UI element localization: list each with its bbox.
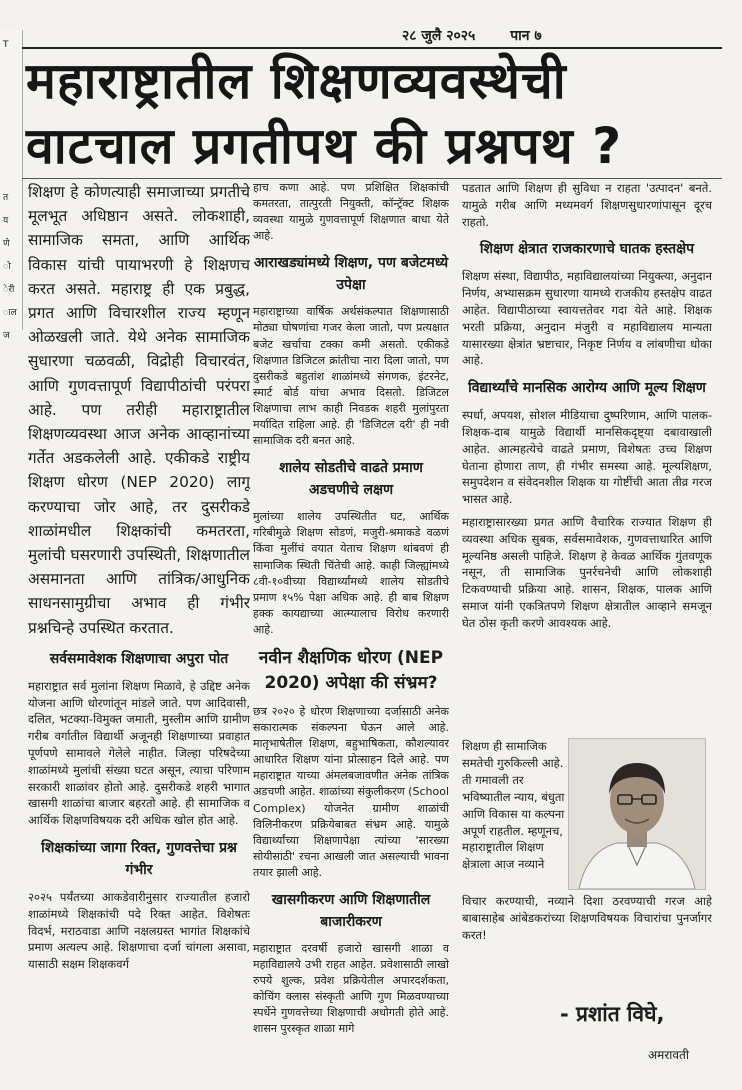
body-paragraph: २०२५ पर्यंतच्या आकडेवारीनुसार राज्यातील हजारो शाळांमध्ये शिक्षकांची पदे रिक्त आहेत. विशेषतः विदर्भ, मराठवाडा आणि नक्षलग्रस्त भागांत शिक्षकांचे प्रमाण अत्यल्प आहे. शिक्षणाचा दर्जा चांगला असावा, यासाठी सक्षम शिक्षकवर्ग xyxy=(28,890,250,972)
subheading: सर्वसमावेशक शिक्षणाचा अपुरा पोत xyxy=(49,650,229,667)
intro-paragraph: शिक्षण हे कोणत्याही समाजाच्या प्रगतीचे मूलभूत अधिष्ठान असते. लोकशाही, सामाजिक समता, आणि आर्थिक विकास यांची पायाभरणी हे शिक्षणच करत असते. महाराष्ट्र ही एक प्रबुद्ध, प्रगत आणि विचारशील राज्य म्हणून ओळखली जाते. येथे अनेक सामाजिक सुधारणा चळवळी, विद्रोही विचारवंत, आणि गुणवत्तापूर्ण विद्यापीठांची परंपरा आहे. पण तरीही महाराष्ट्रातील शिक्षणव्यवस्था आज अनेक आव्हानांच्या गर्तेत अडकलेली आहे. एकीकडे राष्ट्रीय शिक्षण धोरण (NEP 2020) लागू करण्याचा जोर आहे, तर दुसरीकडे शाळांमधील शिक्षकांची कमतरता, मुलांची घसरणारी उपस्थिती, शिक्षणातील असमानता आणि तांत्रिक/आधुनिक साधनसामुग्रीचा अभाव ही गंभीर प्रश्नचिन्हे उपस्थित करतात. xyxy=(28,183,250,637)
subheading: विद्यार्थ्यांचे मानसिक आरोग्य आणि मूल्य शिक्षण xyxy=(468,380,706,397)
headline-line-1: महाराष्ट्रातील शिक्षणव्यवस्थेची xyxy=(26,52,567,110)
subheading: शिक्षकांच्या जागा रिक्त, गुणवत्तेचा प्रश्न गंभीर xyxy=(41,840,237,879)
dateline xyxy=(402,26,602,45)
body-paragraph: महाराष्ट्रात सर्व मुलांना शिक्षण मिळावे, हे उद्दिष्ट अनेक योजना आणि धोरणांतून मांडले जाते. पण आदिवासी, दलित, भटक्या-विमुक्त जमाती, मुस्लीम आणि ग्रामीण गरीब वर्गातील विद्यार्थी अजूनही शिक्षणाच्या प्रवाहात पूर्णपणे सामावले गेलेले नाहीत. जिल्हा परिषदेच्या शाळांमध्ये मुलांची संख्या घटत असून, त्याचा परिणाम सरकारी शाळांवर होतो आहे. दुसरीकडे शहरी भागात खासगी शाळांचा बाजार बहरतो आहे. ही सामाजिक व आर्थिक शिक्षणविषयक दरी अधिक खोल होत आहे. xyxy=(28,678,250,828)
body-paragraph: पडतात आणि शिक्षण ही सुविधा न राहता 'उत्पादन' बनते. यामुळे गरीब आणि मध्यमवर्ग शिक्षणसुधारणांपासून दूरच राहतो. xyxy=(462,181,712,229)
article-column-2 xyxy=(253,180,449,1044)
body-paragraph: महाराष्ट्रासारख्या प्रगत आणि वैचारिक राज्यात शिक्षण ही व्यवस्था अधिक सुबक, सर्वसमावेशक, गुणवत्ताधारित आणि मूल्यनिष्ठ असली पाहिजे. शिक्षण हे केवळ आर्थिक गुंतवणूक नसून, ती सामाजिक पुनर्रचनेची आणि लोकशाही टिकवण्याची प्रक्रिया आहे. शासन, शिक्षक, पालक आणि समाज यांनी एकत्रितपणे शिक्षण क्षेत्रातील आव्हाने समजून घेत ठोस कृती करणे आवश्यक आहे. xyxy=(462,514,712,630)
body-paragraph: स्पर्धा, अपयश, सोशल मीडियाचा दुष्परिणाम, आणि पालक-शिक्षक-दाब यामुळे विद्यार्थी मानसिकदृष्ट्या दबावाखाली आहेत. आत्महत्येचे वाढते प्रमाण, विशेषतः उच्च शिक्षण घेताना होणारा ताण, ही गंभीर समस्या आहे. मूल्यशिक्षण, समुपदेशन व संवेदनशील शिक्षक या गोष्टींची आता तीव्र गरज भासत आहे. xyxy=(462,408,712,507)
body-paragraph: महाराष्ट्राच्या वार्षिक अर्थसंकल्पात शिक्षणासाठी मोठ्या घोषणांचा गजर केला जातो, पण प्रत्यक्षात बजेट खर्चाचा टक्का कमी असतो. एकीकडे शिक्षणात डिजिटल क्रांतीचा नारा दिला जातो, पण दुसरीकडे बहुतांश शाळांमध्ये संगणक, इंटरनेट, स्मार्ट बोर्ड यांचा अभाव दिसतो. डिजिटल शिक्षणाचा लाभ काही निवडक शहरी मुलांपुरता मर्यादित राहिला आहे. ही 'डिजिटल दरी' ही नवी सामाजिक दरी बनत आहे. xyxy=(253,305,449,448)
headline-line-2: वाटचाल प्रगतीपथ की प्रश्नपथ ? xyxy=(26,117,623,175)
author-portrait-icon xyxy=(569,739,705,889)
article-column-3 xyxy=(462,180,712,638)
subheading: नवीन शैक्षणिक धोरण (NEP 2020) अपेक्षा की संभ्रम? xyxy=(258,647,444,693)
author-byline: - प्रशांत विघे, xyxy=(560,1002,665,1026)
body-paragraph: शिक्षण संस्था, विद्यापीठ, महाविद्यालयांच्या नियुक्त्या, अनुदान निर्णय, अभ्यासक्रम सुधारणा यामध्ये राजकीय हस्तक्षेप वाढत आहेत. विद्यापीठाच्या स्वायत्ततेवर गदा येते आहे. शिक्षक भरती प्रक्रिया, अनुदान मंजुरी व महाविद्यालय मान्यता यासारख्या क्षेत्रांत भ्रष्टाचार, निकृष्ट निर्णय व लांबणीचा धोका आहे. xyxy=(462,269,712,368)
subheading: शिक्षण क्षेत्रात राजकारणाचे घातक हस्तक्षेप xyxy=(479,241,695,258)
article-column-1 xyxy=(28,180,250,979)
edge-letter: ज xyxy=(3,331,10,341)
body-paragraph: मुलांच्या शालेय उपस्थितीत घट, आर्थिक गरिबीमुळे शिक्षण सोडणं, मजुरी-श्रमाकडे वळणं किंवा मुलींचं वयात येताच शिक्षण थांबवणं ही सामाजिक स्थिती चिंतेची आहे. काही जिल्ह्यांमध्ये ८वी-१०वीच्या विद्यार्थ्यांमध्ये शालेय सोडतीचे प्रमाण १५% पेक्षा अधिक आहे. ही बाब शिक्षण हक्क कायद्याच्या आत्म्यालाच विरोध करणारी आहे. xyxy=(253,510,449,636)
edge-letter: णे xyxy=(3,239,10,249)
body-paragraph: छत्र २०२० हे धोरण शिक्षणाच्या दर्जासाठी अनेक सकारात्मक संकल्पना घेऊन आले आहे. मातृभाषेतील शिक्षण, बहुभाषिकता, कौशल्यावर आधारित शिक्षण यांना प्रोत्साहन दिले आहे. पण महाराष्ट्रात याच्या अंमलबजावणीत अनेक तांत्रिक अडचणी आहेत. शाळांच्या संकुलीकरण (School Complex) योजनेत ग्रामीण शाळांची विलिनीकरण प्रक्रियेबाबत संभ्रम आहे. यामुळे विद्यार्थ्यांच्या शिक्षणापेक्षा त्यांच्या 'सारख्या सोयीसाठी' रचना आखली जात असल्याची भावना तयार झाली आहे. xyxy=(253,704,449,879)
subheading: खासगीकरण आणि शिक्षणातील बाजारीकरण xyxy=(271,892,431,930)
edge-letter: ेरी xyxy=(3,285,15,295)
headline-rule xyxy=(22,178,722,179)
author-location: अमरावती xyxy=(648,1048,689,1062)
subheading: आराखड्यांमध्ये शिक्षण, पण बजेटमध्ये उपेक्षा xyxy=(253,255,449,294)
issue-date: २८ जुलै २०२५ xyxy=(402,28,476,44)
top-rule xyxy=(22,47,722,49)
body-paragraph: महाराष्ट्रात दरवर्षी हजारो खासगी शाळा व महाविद्यालये उभी राहत आहेत. प्रवेशासाठी लाखो रुपये शुल्क, प्रवेश प्रक्रियेतील अपारदर्शकता, कोचिंग क्लास संस्कृती आणि गुण मिळवण्याच्या स्पर्धेने गुणवत्तेच्या शिक्षणाची अधोगती होते आहे. शासन पुरस्कृत शाळा मागे xyxy=(253,942,449,1036)
body-paragraph: हाच कणा आहे. पण प्रशिक्षित शिक्षकांची कमतरता, तात्पुरती नियुक्ती, कॉन्ट्रॅक्ट शिक्षक व्यवस्था यामुळे गुणवत्तापूर्ण शिक्षणात बाधा येते आहे. xyxy=(253,181,449,243)
page-number: पान ७ xyxy=(510,28,542,44)
edge-letter: ाल xyxy=(3,308,17,318)
edge-letter: T xyxy=(3,40,9,50)
closing-lines: विचार करण्याची, नव्याने दिशा ठरवण्याची गरज आहे बाबासाहेब आंबेडकरांच्या शिक्षणविषयक विचारांचा पुनर्जागर करत! xyxy=(462,894,712,942)
conclusion-wrap-text: शिक्षण ही सामाजिक समतेची गुरुकिल्ली आहे. ती गमावली तर भविष्यातील न्याय, बंधुता आणि विकास या कल्पना अपूर्ण राहतील. म्हणूनच, महाराष्ट्रातील शिक्षण क्षेत्राला आज नव्याने xyxy=(462,739,565,872)
edge-letter: ो xyxy=(3,262,11,272)
edge-letter: य xyxy=(3,216,9,226)
author-photo xyxy=(568,738,706,890)
subheading: शालेय सोडतीचे वाढते प्रमाण अडचणीचे लक्षण xyxy=(279,460,423,499)
adjacent-column-edge xyxy=(0,30,23,341)
edge-letter: त xyxy=(3,193,9,203)
